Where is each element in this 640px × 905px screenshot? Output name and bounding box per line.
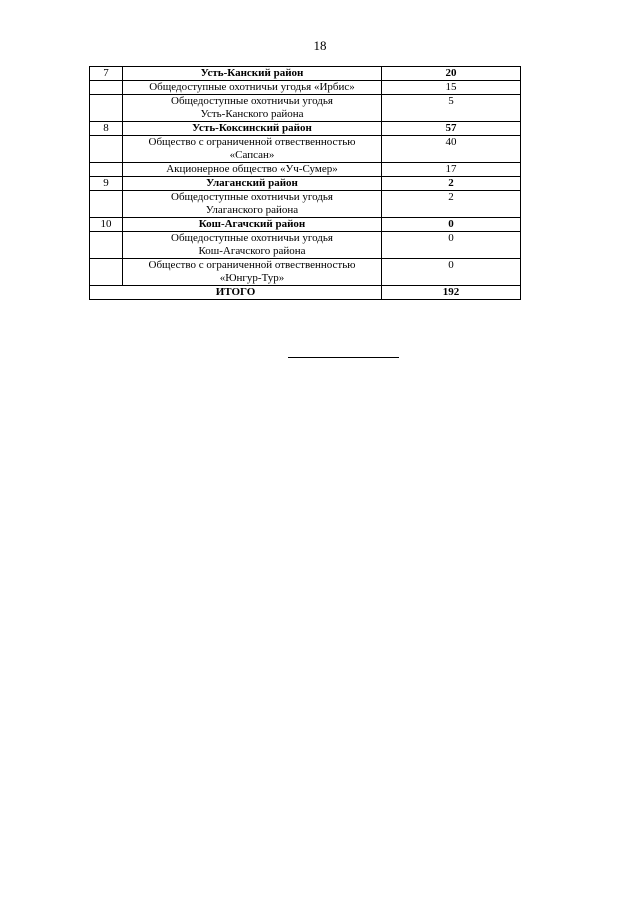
district-total: 0	[382, 218, 521, 232]
row-number: 9	[90, 177, 123, 191]
row-number	[90, 259, 123, 286]
table-row	[90, 259, 521, 286]
ground-name: Общедоступные охотничьи угодья Кош-Агачского района	[123, 232, 382, 259]
district-name: Усть-Канский район	[123, 67, 382, 81]
district-name: Усть-Коксинский район	[123, 122, 382, 136]
table-row-district	[90, 67, 521, 81]
row-number	[90, 163, 123, 177]
ground-value: 0	[382, 232, 521, 259]
table-row	[90, 81, 521, 95]
ground-name: Общедоступные охотничьи угодья Усть-Канского района	[123, 95, 382, 122]
table-row	[90, 191, 521, 218]
district-total: 20	[382, 67, 521, 81]
table-row-district	[90, 122, 521, 136]
row-number	[90, 232, 123, 259]
ground-value: 17	[382, 163, 521, 177]
ground-value: 5	[382, 95, 521, 122]
row-number	[90, 136, 123, 163]
table-row-district	[90, 177, 521, 191]
ground-name: Акционерное общество «Уч-Сумер»	[123, 163, 382, 177]
total-value: 192	[382, 286, 521, 300]
table-row-district	[90, 218, 521, 232]
ground-name: Общедоступные охотничьи угодья Улаганского района	[123, 191, 382, 218]
district-total: 57	[382, 122, 521, 136]
end-rule	[288, 357, 399, 358]
table-row	[90, 136, 521, 163]
district-total: 2	[382, 177, 521, 191]
row-number: 8	[90, 122, 123, 136]
page-number: 18	[313, 38, 327, 53]
ground-name: Общедоступные охотничьи угодья «Ирбис»	[123, 81, 382, 95]
table-row-total	[90, 286, 521, 300]
ground-name: Общество с ограниченной отвественностью «Сапсан»	[123, 136, 382, 163]
row-number	[90, 95, 123, 122]
total-label: ИТОГО	[90, 286, 382, 300]
row-number: 10	[90, 218, 123, 232]
table-row	[90, 232, 521, 259]
table-row	[90, 163, 521, 177]
ground-value: 0	[382, 259, 521, 286]
row-number: 7	[90, 67, 123, 81]
row-number	[90, 191, 123, 218]
ground-value: 2	[382, 191, 521, 218]
table-row	[90, 95, 521, 122]
ground-value: 15	[382, 81, 521, 95]
ground-value: 40	[382, 136, 521, 163]
district-name: Кош-Агачский район	[123, 218, 382, 232]
hunting-quota-table	[89, 66, 521, 300]
row-number	[90, 81, 123, 95]
ground-name: Общество с ограниченной отвественностью «Юнгур-Тур»	[123, 259, 382, 286]
district-name: Улаганский район	[123, 177, 382, 191]
